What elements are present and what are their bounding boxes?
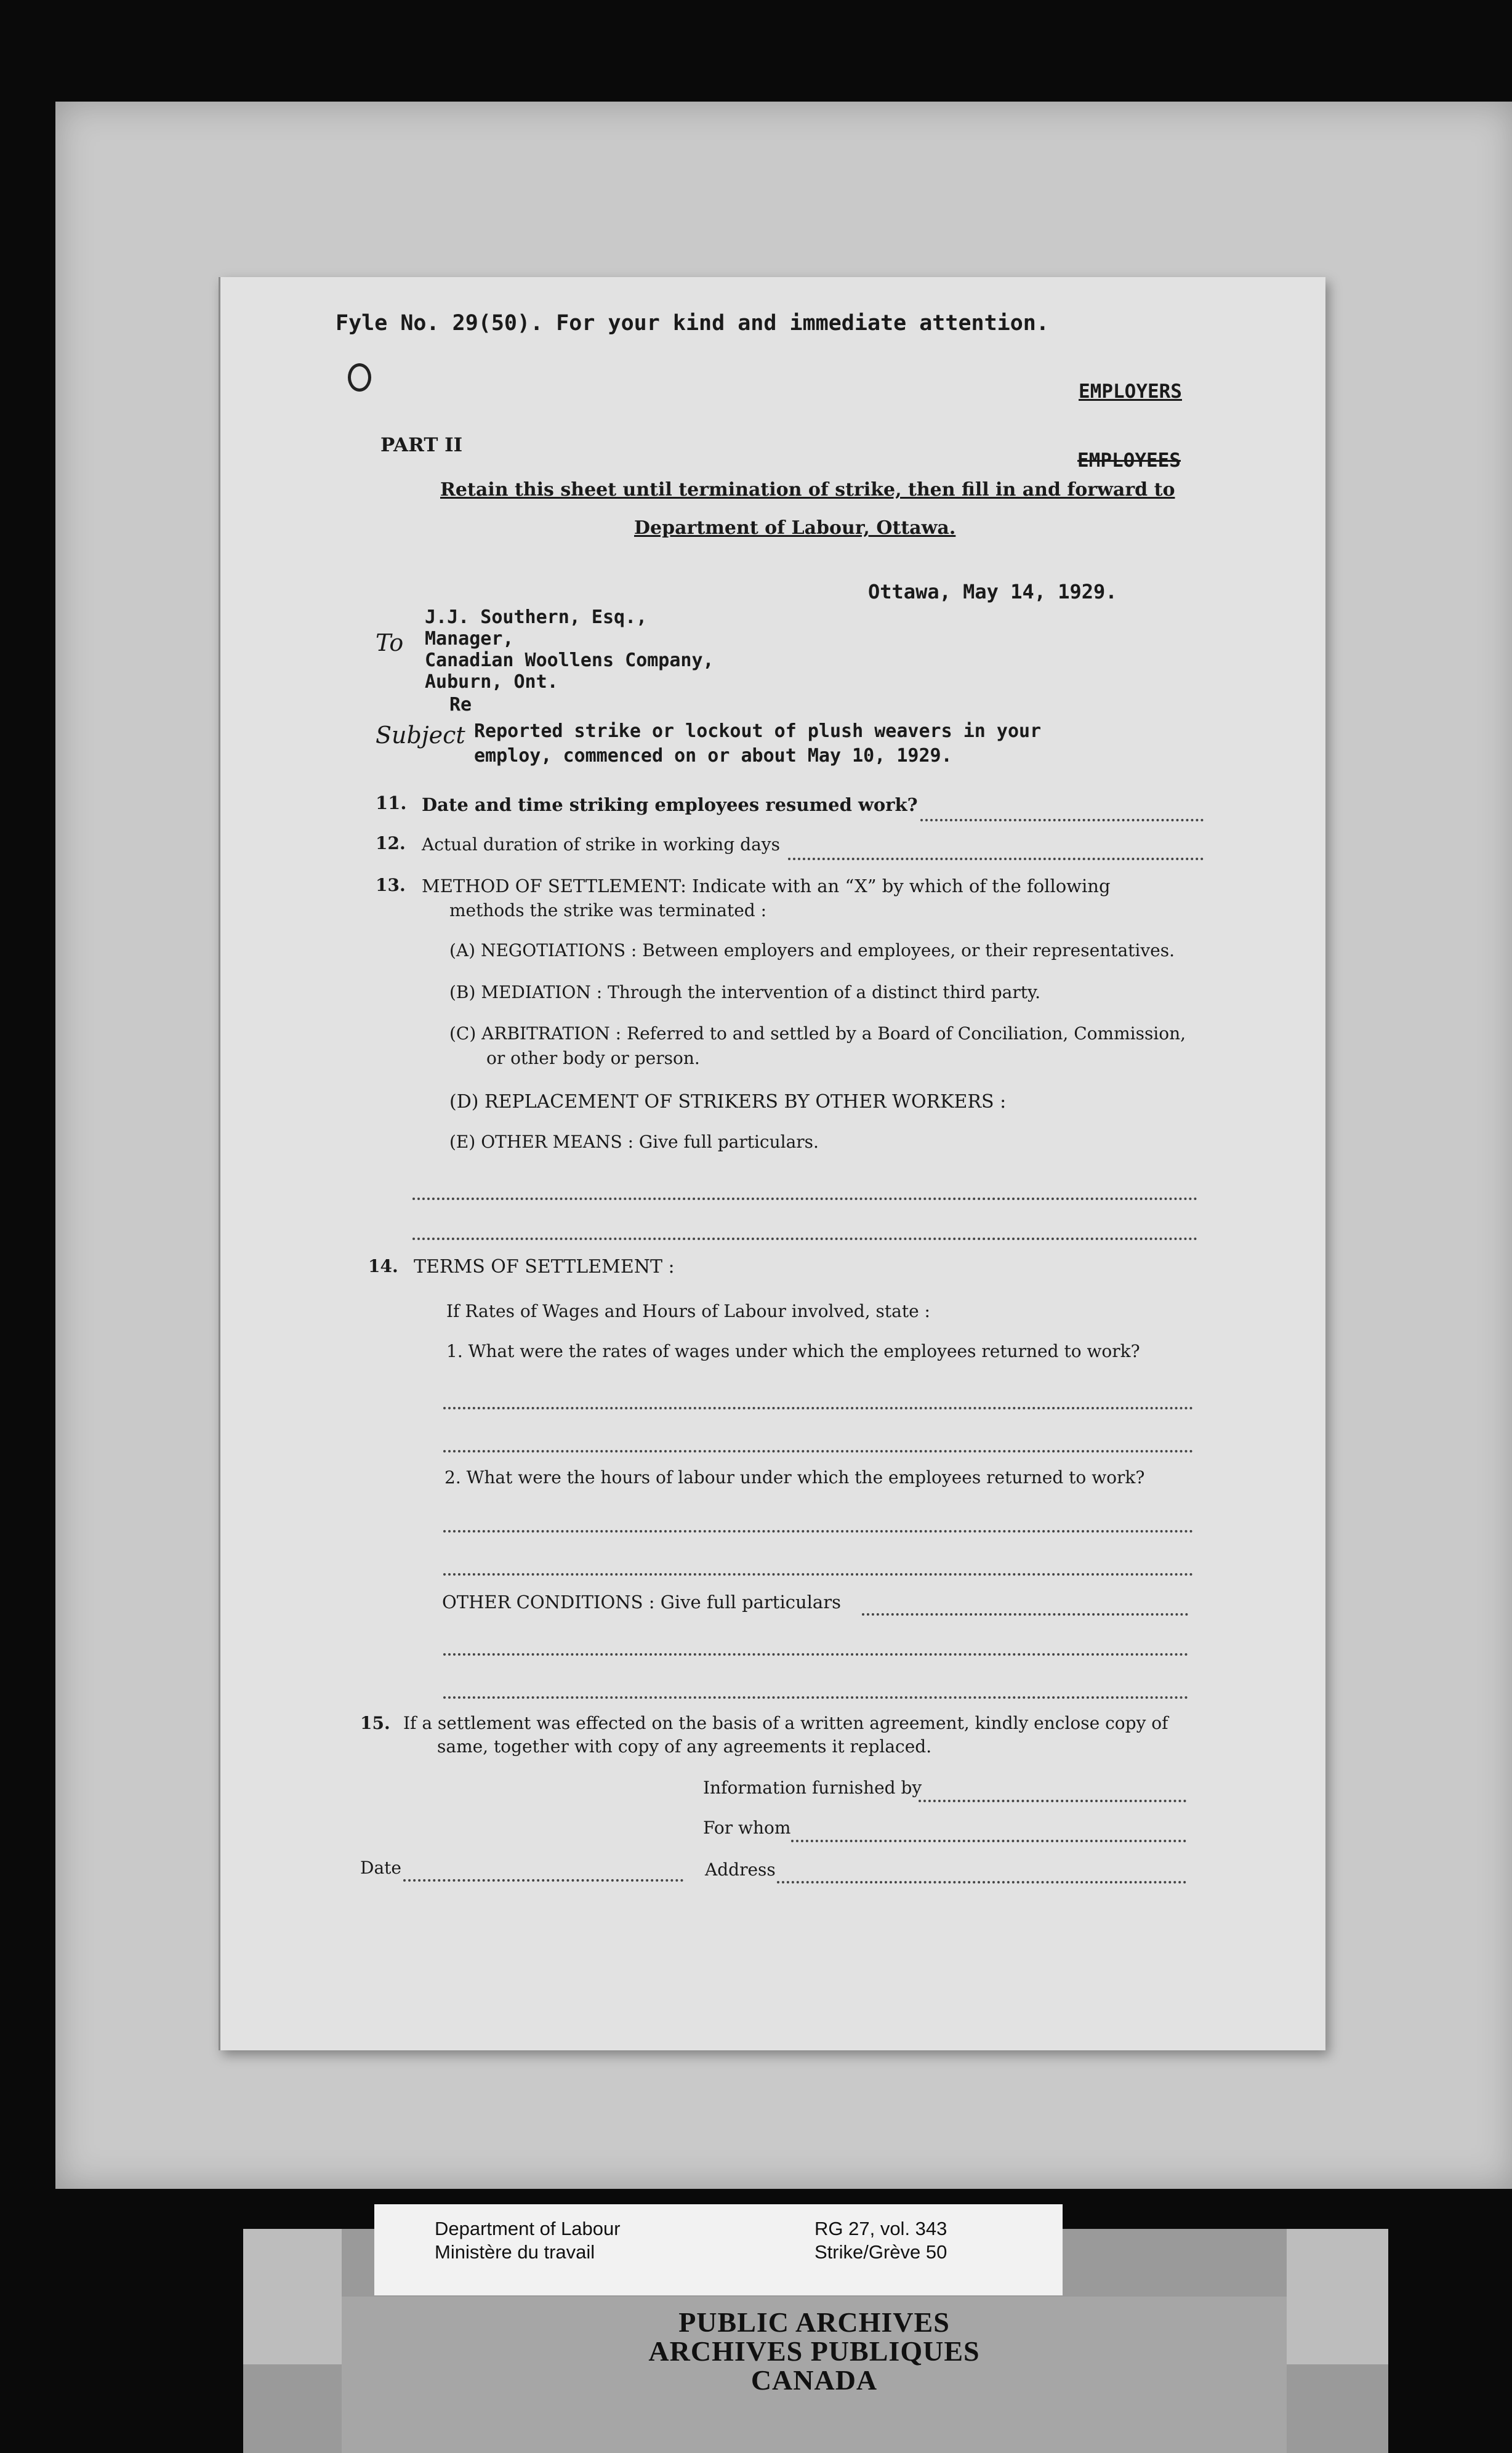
subject-line-1: Reported strike or lockout of plush weavers in your <box>474 720 1042 742</box>
address-label: Address <box>705 1859 776 1880</box>
holder-tab-left <box>243 2229 342 2364</box>
item-13-number: 13. <box>376 875 406 895</box>
item-12-field[interactable] <box>788 858 1204 860</box>
wages-line-2[interactable] <box>443 1450 1193 1452</box>
item-15-line-2: same, together with copy of any agreements it replaced. <box>437 1736 932 1757</box>
wages-line-1[interactable] <box>443 1407 1193 1409</box>
to-label: To <box>376 629 404 656</box>
department-line: Department of Labour, Ottawa. <box>634 517 956 539</box>
date-label: Date <box>360 1858 401 1878</box>
stamp-line-2: ARCHIVES PUBLIQUES <box>648 2335 980 2367</box>
address-line-1: J.J. Southern, Esq., <box>425 606 648 628</box>
employers-label: EMPLOYERS <box>1079 381 1182 403</box>
dept-english: Department of Labour <box>435 2218 621 2239</box>
item-11-field[interactable] <box>920 819 1204 821</box>
item-15-number: 15. <box>360 1713 390 1733</box>
letter-date: Ottawa, May 14, 1929. <box>868 580 1117 603</box>
item-15-line-1: If a settlement was effected on the basis of a written agreement, kindly enclose copy of <box>403 1713 1168 1733</box>
subject-line-2: employ, commenced on or about May 10, 1929. <box>474 745 952 767</box>
other-conditions-label: OTHER CONDITIONS : Give full particulars <box>442 1592 841 1613</box>
part-label: PART II <box>380 434 463 456</box>
option-arbitration-cont: or other body or person. <box>486 1048 700 1068</box>
stamp-line-1: PUBLIC ARCHIVES <box>678 2306 950 2338</box>
for-whom-label: For whom <box>703 1818 791 1838</box>
question-hours: 2. What were the hours of labour under which the employees returned to work? <box>444 1467 1145 1488</box>
question-wages: 1. What were the rates of wages under which the employees returned to work? <box>446 1341 1140 1361</box>
option-negotiations: (A) NEGOTIATIONS : Between employers and employees, or their representatives. <box>449 940 1175 961</box>
archive-label-card <box>374 2204 1063 2295</box>
info-furnished-field[interactable] <box>919 1800 1186 1802</box>
item-11-number: 11. <box>376 792 407 813</box>
item-13-line-2: methods the strike was terminated : <box>449 900 767 920</box>
other-means-line-1[interactable] <box>412 1198 1197 1200</box>
option-replacement: (D) REPLACEMENT OF STRIKERS BY OTHER WORKERS : <box>449 1091 1007 1113</box>
item-14-title: TERMS OF SETTLEMENT : <box>414 1256 675 1278</box>
item-11-text: Date and time striking employees resumed work? <box>422 794 918 815</box>
item-14-intro: If Rates of Wages and Hours of Labour involved, state : <box>446 1301 930 1321</box>
for-whom-field[interactable] <box>791 1840 1186 1842</box>
info-furnished-label: Information furnished by <box>703 1778 922 1798</box>
option-other-means: (E) OTHER MEANS : Give full particulars. <box>449 1132 819 1152</box>
holder-tab-right <box>1287 2229 1388 2364</box>
hours-line-1[interactable] <box>443 1530 1193 1533</box>
item-14-number: 14. <box>368 1256 398 1276</box>
archive-stamp <box>342 2297 1287 2453</box>
other-means-line-2[interactable] <box>412 1238 1197 1240</box>
strike-reference: Strike/Grève 50 <box>814 2241 947 2263</box>
other-conditions-line-1[interactable] <box>862 1613 1188 1616</box>
file-number-line: Fyle No. 29(50). For your kind and immediate attention. <box>336 311 1049 336</box>
other-conditions-line-2[interactable] <box>443 1653 1188 1656</box>
archive-reference: RG 27, vol. 343 <box>814 2218 947 2239</box>
item-12-number: 12. <box>376 833 406 853</box>
address-line-2: Manager, <box>425 628 514 650</box>
punch-hole <box>348 363 371 392</box>
other-conditions-line-3[interactable] <box>443 1696 1188 1699</box>
date-field[interactable] <box>403 1879 683 1882</box>
address-line-3: Canadian Woollens Company, <box>425 650 714 671</box>
retain-instruction: Retain this sheet until termination of strike, then fill in and forward to <box>440 479 1175 501</box>
employees-label: EMPLOYEES <box>1077 449 1181 472</box>
option-arbitration: (C) ARBITRATION : Referred to and settled by a Board of Conciliation, Commission, <box>449 1023 1186 1044</box>
subject-label: Subject <box>376 722 465 749</box>
address-line-4: Auburn, Ont. <box>425 671 558 693</box>
hours-line-2[interactable] <box>443 1573 1193 1576</box>
item-12-text: Actual duration of strike in working days <box>422 834 780 855</box>
item-13-line-1: METHOD OF SETTLEMENT: Indicate with an “X” by which of the following <box>422 876 1111 896</box>
address-field[interactable] <box>777 1881 1186 1883</box>
dept-french: Ministère du travail <box>435 2241 595 2263</box>
re-label: Re <box>449 694 472 715</box>
stamp-line-3: CANADA <box>750 2364 878 2396</box>
option-mediation: (B) MEDIATION : Through the intervention of a distinct third party. <box>449 982 1041 1002</box>
